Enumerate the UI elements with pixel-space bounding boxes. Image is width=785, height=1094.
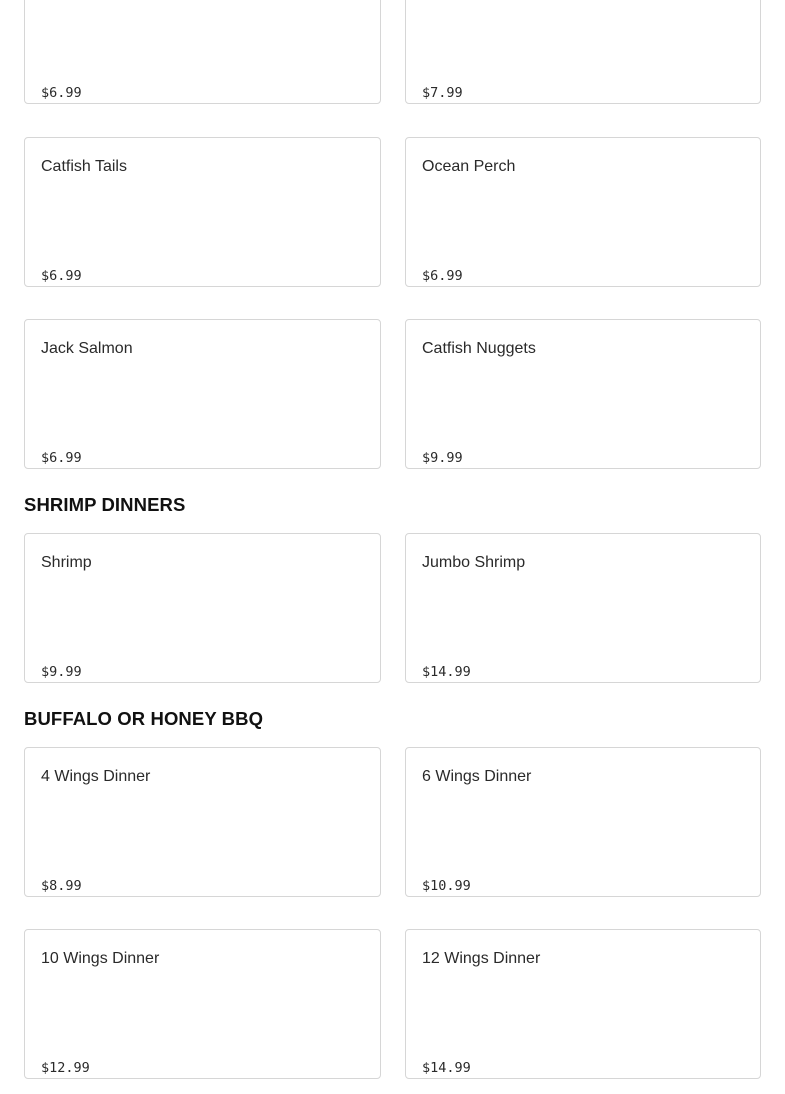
menu-item-card[interactable] [405, 533, 761, 683]
menu-item-card[interactable] [24, 0, 381, 104]
menu-item-price: $8.99 [41, 878, 82, 894]
menu-item-name: 12 Wings Dinner [422, 950, 541, 967]
menu-item-price: $7.99 [422, 85, 463, 101]
menu-item-price: $6.99 [41, 450, 82, 466]
menu-item-card[interactable] [24, 747, 381, 897]
menu-item-card[interactable] [24, 137, 381, 287]
menu-item-card[interactable] [405, 0, 761, 104]
menu-item-price: $12.99 [41, 1060, 90, 1076]
menu-item-name: Catfish Tails [41, 158, 127, 175]
menu-item-price: $10.99 [422, 878, 471, 894]
menu-item-card[interactable] [24, 929, 381, 1079]
menu-item-name: Jumbo Shrimp [422, 554, 526, 571]
section-title-shrimp-dinners: SHRIMP DINNERS [24, 494, 186, 515]
menu-item-card[interactable] [405, 929, 761, 1079]
menu-item-card[interactable] [405, 747, 761, 897]
menu-item-price: $6.99 [41, 268, 82, 284]
menu-item-card[interactable] [405, 319, 761, 469]
menu-item-name: Jack Salmon [41, 340, 133, 357]
section-title-buffalo-or-honey-bbq: BUFFALO OR HONEY BBQ [24, 708, 264, 729]
menu-item-name: Shrimp [41, 554, 92, 571]
menu-item-card[interactable] [24, 533, 381, 683]
menu-item-name: Ocean Perch [422, 158, 516, 175]
menu-item-card[interactable] [405, 137, 761, 287]
menu-item-name: 6 Wings Dinner [422, 768, 532, 785]
menu-item-price: $9.99 [422, 450, 463, 466]
menu-item-price: $6.99 [422, 268, 463, 284]
menu-item-price: $14.99 [422, 1060, 471, 1076]
menu-item-card[interactable] [24, 319, 381, 469]
menu-item-price: $14.99 [422, 664, 471, 680]
menu-item-price: $9.99 [41, 664, 82, 680]
menu-item-name: 10 Wings Dinner [41, 950, 160, 967]
menu-item-name: Catfish Nuggets [422, 340, 536, 357]
menu-item-name: 4 Wings Dinner [41, 768, 151, 785]
menu-item-price: $6.99 [41, 85, 82, 101]
